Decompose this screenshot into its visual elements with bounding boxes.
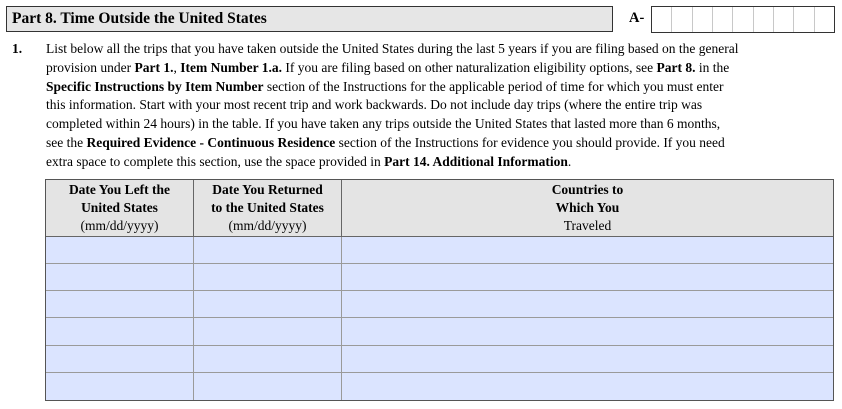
text-run: extra space to complete this section, use the space provided in xyxy=(46,153,385,169)
header-line: to the United States xyxy=(211,200,324,215)
paragraph-line xyxy=(46,96,836,115)
paragraph-line xyxy=(46,78,836,97)
countries-field[interactable] xyxy=(342,264,833,291)
bold-reference: Required Evidence - Continuous Residence xyxy=(86,134,336,150)
part-8-header: Part 8. Time Outside the United States xyxy=(6,6,613,32)
a-number-digit-box[interactable] xyxy=(733,7,753,32)
header-line: Date You Left the xyxy=(68,182,171,197)
header-line: United States xyxy=(81,200,158,215)
a-number-field[interactable] xyxy=(651,6,835,33)
date-left-field[interactable] xyxy=(46,291,194,318)
date-returned-field[interactable] xyxy=(194,264,342,291)
paragraph-line xyxy=(46,59,836,78)
bold-reference: Part 8. xyxy=(656,59,696,75)
instructions-paragraph xyxy=(46,40,836,172)
date-returned-field[interactable] xyxy=(194,346,342,373)
column-header-date-returned xyxy=(194,180,342,237)
a-number-digit-box[interactable] xyxy=(672,7,692,32)
bold-reference: Part 14. Additional Information xyxy=(384,153,568,169)
header-line: Date You Returned xyxy=(212,182,323,197)
date-left-field[interactable] xyxy=(46,346,194,373)
trips-table xyxy=(45,179,834,401)
date-returned-field[interactable] xyxy=(194,237,342,264)
date-returned-field[interactable] xyxy=(194,291,342,318)
a-number-digit-box[interactable] xyxy=(774,7,794,32)
text-run: . xyxy=(567,153,572,169)
a-number-digit-box[interactable] xyxy=(794,7,814,32)
countries-field[interactable] xyxy=(342,318,833,345)
a-number-digit-box[interactable] xyxy=(652,7,672,32)
header-line: Traveled xyxy=(563,218,612,233)
text-run: If you are filing based on other naturalization eligibility options, see xyxy=(281,59,657,75)
item-number: 1. xyxy=(12,41,23,56)
column-header-date-left xyxy=(46,180,194,237)
countries-field[interactable] xyxy=(342,373,833,400)
text-run: section of the Instructions for the applicable period of time for which you must enter xyxy=(263,78,724,94)
text-run: see the xyxy=(46,134,87,150)
date-left-field[interactable] xyxy=(46,237,194,264)
paragraph-line xyxy=(46,115,836,134)
date-returned-field[interactable] xyxy=(194,373,342,400)
paragraph-line xyxy=(46,134,836,153)
bold-reference: Item Number 1.a. xyxy=(180,59,282,75)
text-run: in the xyxy=(695,59,730,75)
a-number-digit-box[interactable] xyxy=(754,7,774,32)
countries-field[interactable] xyxy=(342,346,833,373)
date-returned-field[interactable] xyxy=(194,318,342,345)
date-left-field[interactable] xyxy=(46,318,194,345)
countries-field[interactable] xyxy=(342,291,833,318)
header-line: (mm/dd/yyyy) xyxy=(80,218,159,233)
paragraph-line xyxy=(46,40,836,59)
text-run: , xyxy=(173,59,181,75)
text-run: provision under xyxy=(46,59,135,75)
countries-field[interactable] xyxy=(342,237,833,264)
column-header-countries xyxy=(342,180,833,237)
date-left-field[interactable] xyxy=(46,264,194,291)
bold-reference: Specific Instructions by Item Number xyxy=(46,78,264,94)
bold-reference: Part 1. xyxy=(134,59,174,75)
a-number-digit-box[interactable] xyxy=(693,7,713,32)
a-number-label: A- xyxy=(629,10,645,26)
a-number-digit-box[interactable] xyxy=(713,7,733,32)
text-run: completed within 24 hours) in the table. If you have taken any trips outside the United States that lasted more than 6 months, xyxy=(46,116,721,132)
date-left-field[interactable] xyxy=(46,373,194,400)
header-line: Countries to xyxy=(551,182,624,197)
header-line: (mm/dd/yyyy) xyxy=(228,218,307,233)
text-run: List below all the trips that you have taken outside the United States during the last 5 years if you are filing based on the general xyxy=(46,41,739,56)
text-run: this information. Start with your most recent trip and work backwards. Do not include day trips (where the entire trip was xyxy=(46,97,703,113)
header-line: Which You xyxy=(555,200,620,215)
a-number-digit-box[interactable] xyxy=(815,7,834,32)
paragraph-line xyxy=(46,153,836,172)
text-run: section of the Instructions for evidence you should provide. If you need xyxy=(335,134,725,150)
